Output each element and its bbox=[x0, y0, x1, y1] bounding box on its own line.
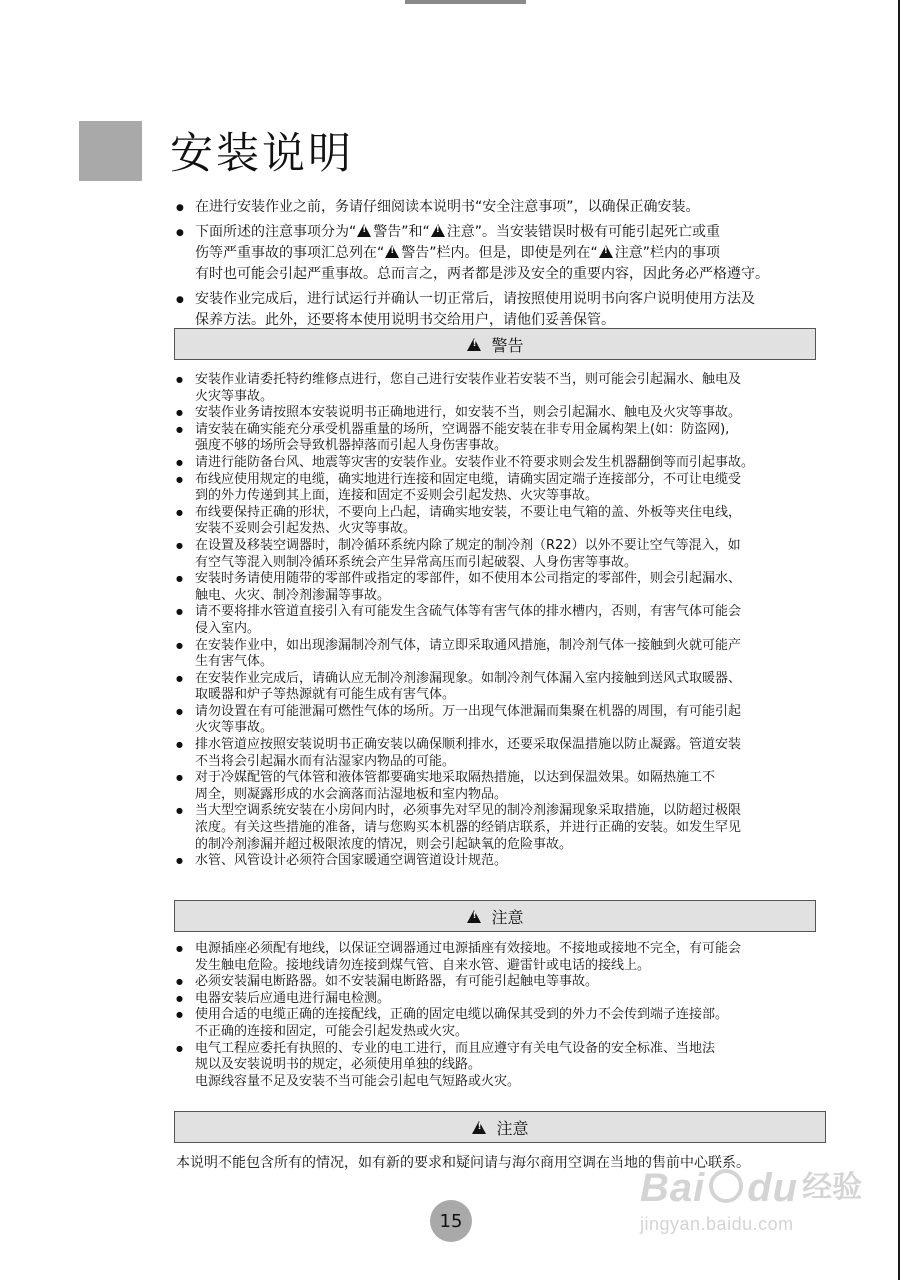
intro-item: ● 在进行安装作业之前，务请仔细阅读本说明书“安全注意事项”，以确保正确安装。 bbox=[176, 197, 836, 218]
list-item: ● 在安装作业中，如出现渗漏制冷剂气体，请立即采取通风措施，制冷剂气体一接触到火就可能产 生有害气体。 bbox=[176, 638, 836, 671]
list-item: ● 当大型空调系统安装在小房间内时，必须事先对罕见的制冷剂渗漏现象采取措施，以防超过极限 浓度。有关这些措施的准备，请与您购买本机器的经销店联系，并进行正确的安装。如发生罕见 的制冷剂渗漏并超过极限浓度的情况，则会引起缺氧的危险事故。 bbox=[176, 803, 836, 853]
warning-triangle-icon bbox=[431, 224, 445, 237]
watermark-url: jingyan.baidu.com bbox=[640, 1214, 794, 1234]
warning-triangle-icon bbox=[599, 245, 613, 258]
warning-triangle-icon bbox=[467, 338, 481, 351]
list-item: ● 使用合适的电缆正确的连接配线，正确的固定电缆以确保其受到的外力不会传到端子连接部。 不正确的连接和固定，可能会引起发热或火灾。 bbox=[176, 1007, 836, 1040]
list-item: ● 对于冷媒配管的气体管和液体管都要确实地采取隔热措施，以达到保温效果。如隔热施工不 周全，则凝露形成的水会滴落而沾湿地板和室内物品。 bbox=[176, 770, 836, 803]
list-item: ● 请勿设置在有可能泄漏可燃性气体的场所。万一出现气体泄漏而集聚在机器的周围，有可能引起 火灾等事故。 bbox=[176, 704, 836, 737]
page-number: 15 bbox=[430, 1200, 472, 1242]
intro-item: ● 安装作业完成后，进行试运行并确认一切正常后，请按照使用说明书向客户说明使用方法及 保养方法。此外，还要将本使用说明书交给用户，请他们妥善保管。 bbox=[176, 289, 836, 331]
paw-icon bbox=[709, 1169, 743, 1203]
warning-triangle-icon bbox=[357, 224, 371, 237]
caution2-heading-box bbox=[174, 1111, 826, 1143]
intro-list bbox=[176, 197, 836, 335]
list-item: ● 请进行能防备台风、地震等灾害的安装作业。安装作业不符要求则会发生机器翻倒等而引起事故。 bbox=[176, 455, 836, 472]
list-item: ● 布线应使用规定的电缆，确实地进行连接和固定电缆，请确实固定端子连接部分，不可让电缆受 到的外力传递到其上面，连接和固定不妥则会引起发热、火灾等事故。 bbox=[176, 472, 836, 505]
top-edge-bar bbox=[405, 0, 526, 4]
title-marker-block bbox=[79, 121, 142, 181]
list-item: ● 电器安装后应通电进行漏电检测。 bbox=[176, 991, 836, 1008]
page-right-border bbox=[898, 0, 900, 1280]
warning-list bbox=[176, 372, 836, 870]
list-item: ● 在设置及移装空调器时，制冷循环系统内除了规定的制冷剂（R22）以外不要让空气等混入，如 有空气等混入则制冷循环系统会产生异常高压而引起破裂、人身伤害等事故。 bbox=[176, 538, 836, 571]
warning-triangle-icon bbox=[385, 245, 399, 258]
warning-heading-box bbox=[174, 328, 816, 360]
list-item: ● 水管、风管设计必须符合国家暖通空调管道设计规范。 bbox=[176, 853, 836, 870]
warning-triangle-icon bbox=[467, 910, 481, 923]
closing-note: 本说明不能包含所有的情况，如有新的要求和疑问请与海尔商用空调在当地的售前中心联系。 bbox=[176, 1155, 750, 1171]
list-item: ● 安装作业请委托特约维修点进行，您自己进行安装作业若安装不当，则可能会引起漏水、触电及 火灾等事故。 bbox=[176, 372, 836, 405]
list-item: ● 安装作业务请按照本安装说明书正确地进行，如安装不当，则会引起漏水、触电及火灾等事故。 bbox=[176, 405, 836, 422]
intro-item: ● 下面所述的注意事项分为“! 警告”和“! 注意”。当安装错误时极有可能引起死亡或重 伤等严重事故的事项汇总列在“! 警告”栏内。但是，即使是列在“! 注意”栏内的事项 有时也可能会引起严重事故。总而言之，两者都是涉及安全的重要内容，因此务必严格遵守。 bbox=[176, 222, 836, 285]
list-item: ● 在安装作业完成后，请确认应无制冷剂渗漏现象。如制冷剂气体漏入室内接触到送风式取暖器、 取暖器和炉子等热源就有可能生成有害气体。 bbox=[176, 671, 836, 704]
list-item: ● 必须安装漏电断路器。如不安装漏电断路器，有可能引起触电等事故。 bbox=[176, 974, 836, 991]
warning-heading: 警告 bbox=[491, 335, 524, 355]
list-item: ● 请不要将排水管道直接引入有可能发生含硫气体等有害气体的排水槽内，否则，有害气体可能会 侵入室内。 bbox=[176, 604, 836, 637]
list-item: ● 请安装在确实能充分承受机器重量的场所，空调器不能安装在非专用金属构架上(如：防盗网), 强度不够的场所会导致机器掉落而引起人身伤害事故。 bbox=[176, 422, 836, 455]
baidu-jingyan-watermark: Bai du 经验 jingyan.baidu.com bbox=[640, 1166, 863, 1234]
caution-list bbox=[176, 941, 836, 1090]
caution-heading-box bbox=[174, 900, 816, 932]
list-item: ● 安装时务请使用随带的零部件或指定的零部件，如不使用本公司指定的零部件，则会引起漏水、 触电、火灾、制冷剂渗漏等事故。 bbox=[176, 571, 836, 604]
list-item: ● 布线要保持正确的形状，不要向上凸起，请确实地安装，不要让电气箱的盖、外板等夹住电线， 安装不妥则会引起发热、火灾等事故。 bbox=[176, 505, 836, 538]
list-item: ● 排水管道应按照安装说明书正确安装以确保顺利排水，还要采取保温措施以防止凝露。管道安装 不当将会引起漏水而有沾湿家内物品的可能。 bbox=[176, 737, 836, 770]
list-item: ● 电源插座必须配有地线，以保证空调器通过电源插座有效接地。不接地或接地不完全，有可能会 发生触电危险。接地线请勿连接到煤气管、自来水管、避雷针或电话的接线上。 bbox=[176, 941, 836, 974]
list-item: ● 电气工程应委托有执照的、专业的电工进行，而且应遵守有关电气设备的安全标准、当地法 规以及安装说明书的规定，必须使用单独的线路。 电源线容量不足及安装不当可能会引起电气短路或火灾。 bbox=[176, 1041, 836, 1091]
caution2-heading: 注意 bbox=[496, 1118, 529, 1138]
page-title: 安装说明 bbox=[170, 129, 354, 179]
warning-triangle-icon bbox=[472, 1121, 486, 1134]
caution-heading: 注意 bbox=[491, 907, 524, 927]
